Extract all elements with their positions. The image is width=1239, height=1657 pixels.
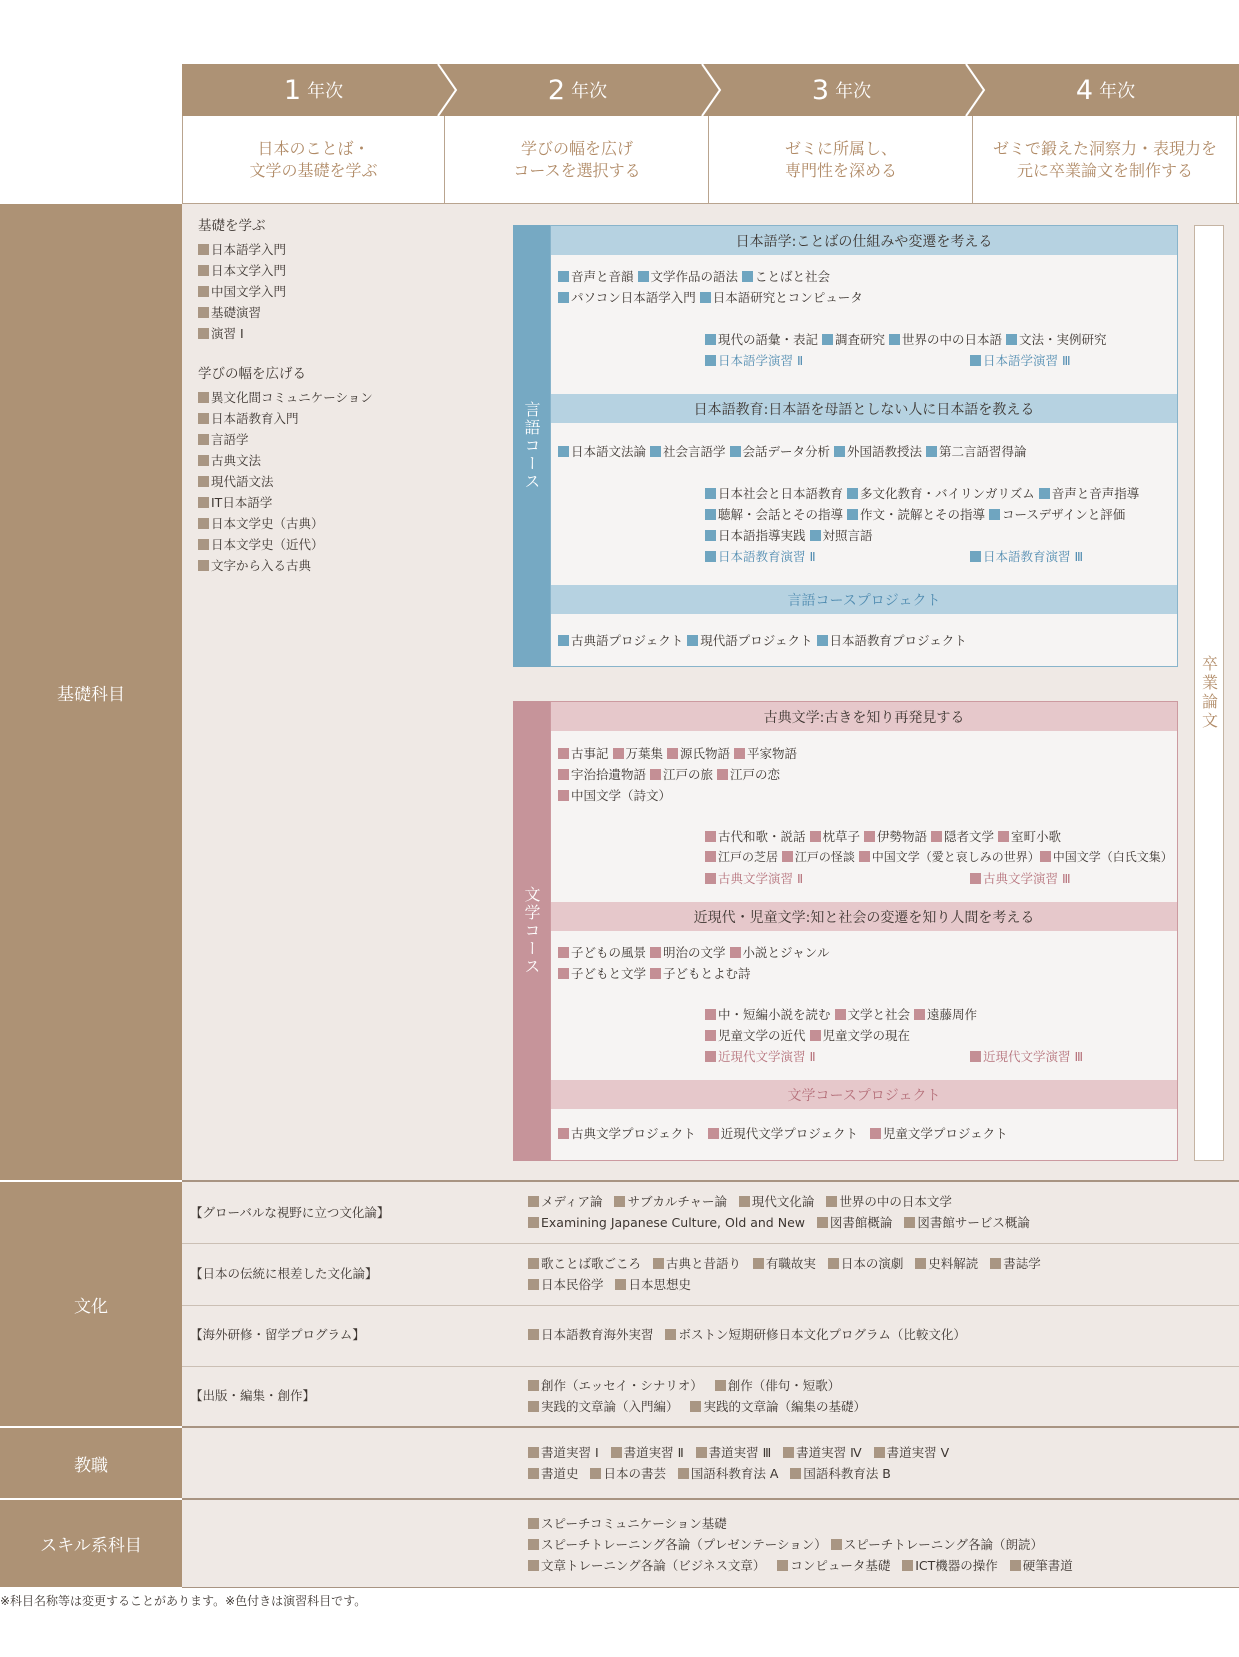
row-divider [182, 1587, 1239, 1588]
subject-line: 歌ことば歌ごころ 古典と昔語り 有職故実 日本の演劇 史料解読 書誌学 [528, 1253, 1041, 1274]
subject-item: 基礎演習 [198, 302, 261, 323]
subject-line: 宇治拾遺物語 江戸の旅 江戸の恋 [558, 764, 780, 785]
subject-item: 日本語学入門 [198, 239, 286, 260]
subject-line: 日本語教育海外実習 ボストン短期研修日本文化プログラム（比較文化） [528, 1324, 966, 1345]
subject-item: 古典文法 [198, 450, 261, 471]
row-divider [182, 1426, 1239, 1428]
category-divider [0, 1180, 182, 1182]
subject-line: 子どもと文学 子どもとよむ詩 [558, 963, 751, 984]
seminar-item: 日本語学演習 Ⅱ [705, 350, 803, 371]
category-culture: 文化 [0, 1181, 182, 1427]
subject-line: 古典文学プロジェクト 近現代文学プロジェクト 児童文学プロジェクト [558, 1123, 1008, 1144]
chevron-arrow-icon [964, 64, 986, 116]
culture-row-label: 【海外研修・留学プログラム】 [190, 1327, 365, 1342]
group-title-basics: 基礎を学ぶ [198, 218, 266, 234]
culture-row-label: 【グローバルな視野に立つ文化論】 [190, 1205, 390, 1220]
subject-line: 日本語指導実践 対照言語 [705, 525, 873, 546]
footnote: ※科目名称等は変更することがあります。※色付きは演習科目です。 [0, 1594, 367, 1608]
subject-item: 文字から入る古典 [198, 555, 311, 576]
subject-line: Examining Japanese Culture, Old and New 図書館概論 図書館サービス概論 [528, 1212, 1030, 1233]
subject-item: 日本文学史（古典） [198, 513, 324, 534]
subject-line: 子どもの風景 明治の文学 小説とジャンル [558, 942, 829, 963]
seminar-item: 古典文学演習 Ⅱ [705, 868, 803, 889]
subject-line: 古代和歌・説話 枕草子 伊勢物語 隠者文学 室町小歌 [705, 826, 1061, 847]
classical-literature-header: 古典文学:古きを知り再発見する [551, 702, 1177, 731]
subject-item: IT日本語学 [198, 492, 272, 513]
year-4-header: 4 年次 [1075, 74, 1136, 106]
year-1-goal: 日本のことば・ 文学の基礎を学ぶ [182, 116, 445, 204]
subject-item: 日本文学史（近代） [198, 534, 324, 555]
subject-line: 古典語プロジェクト 現代語プロジェクト 日本語教育プロジェクト [558, 630, 967, 651]
subject-line: メディア論 サブカルチャー論 現代文化論 世界の中の日本文学 [528, 1191, 952, 1212]
year-3-goal: ゼミに所属し、 専門性を深める [710, 116, 973, 204]
subject-line: 中・短編小説を読む 文学と社会 遠藤周作 [705, 1004, 977, 1025]
subject-line: 書道史 日本の書芸 国語科教育法 A 国語科教育法 B [528, 1463, 891, 1484]
japanese-education-header: 日本語教育:日本語を母語としない人に日本語を教える [551, 394, 1177, 423]
year-4-goal: ゼミで鍛えた洞察力・表現力を 元に卒業論文を制作する [974, 116, 1237, 204]
subject-line: スピーチトレーニング各論（プレゼンテーション） スピーチトレーニング各論（朗読） [528, 1534, 1043, 1555]
graduation-thesis: 卒業論文 [1194, 225, 1224, 1161]
chevron-arrow-icon [700, 64, 722, 116]
chevron-arrow-icon [436, 64, 458, 116]
japanese-linguistics-header: 日本語学:ことばの仕組みや変遷を考える [551, 226, 1177, 255]
subject-line: 現代の語彙・表記 調査研究 世界の中の日本語 文法・実例研究 [705, 329, 1107, 350]
subject-line: 聴解・会話とその指導 作文・読解とその指導 コースデザインと評価 [705, 504, 1125, 525]
seminar-item: 日本語教育演習 Ⅲ [970, 546, 1083, 567]
row-divider [182, 1305, 1239, 1306]
row-divider [182, 1243, 1239, 1244]
row-divider [182, 1498, 1239, 1500]
subject-item: 現代語文法 [198, 471, 274, 492]
subject-item: 日本文学入門 [198, 260, 286, 281]
subject-line: スピーチコミュニケーション基礎 [528, 1513, 727, 1534]
subject-line: 創作（エッセイ・シナリオ） 創作（俳句・短歌） [528, 1375, 840, 1396]
year-2-header: 2 年次 [547, 74, 608, 106]
subject-item: 中国文学入門 [198, 281, 286, 302]
row-divider [182, 1366, 1239, 1367]
culture-row-label: 【出版・編集・創作】 [190, 1388, 316, 1403]
literature-course-label: 文学コース [513, 701, 550, 1161]
culture-row-label: 【日本の伝統に根差した文化論】 [190, 1266, 378, 1281]
subject-item: 日本語教育入門 [198, 408, 299, 429]
language-course-label: 言語コース [513, 225, 550, 667]
row-divider [182, 1180, 1239, 1182]
modern-literature-header: 近現代・児童文学:知と社会の変遷を知り人間を考える [551, 902, 1177, 931]
seminar-item: 日本語教育演習 Ⅱ [705, 546, 816, 567]
subject-line: 中国文学（詩文） [558, 785, 671, 806]
literature-project-header: 文学コースプロジェクト [551, 1080, 1177, 1109]
subject-line: 文章トレーニング各論（ビジネス文章） コンピュータ基礎 ICT機器の操作 硬筆書道 [528, 1555, 1073, 1576]
seminar-item: 古典文学演習 Ⅲ [970, 868, 1071, 889]
subject-item: 異文化間コミュニケーション [198, 387, 373, 408]
category-basic: 基礎科目 [0, 204, 182, 1181]
category-teaching: 教職 [0, 1427, 182, 1499]
subject-item: 演習 Ⅰ [198, 323, 244, 344]
subject-line: 江戸の芝居 江戸の怪談 中国文学（愛と哀しみの世界） 中国文学（白氏文集） [705, 847, 1173, 868]
subject-line: 音声と音韻 文学作品の語法 ことばと社会 [558, 266, 830, 287]
year-1-header: 1 年次 [283, 74, 344, 106]
subject-line: 児童文学の近代 児童文学の現在 [705, 1025, 910, 1046]
category-divider [0, 1498, 182, 1500]
seminar-item: 近現代文学演習 Ⅲ [970, 1046, 1083, 1067]
category-skill: スキル系科目 [0, 1499, 182, 1587]
subject-line: 日本社会と日本語教育 多文化教育・バイリンガリズム 音声と音声指導 [705, 483, 1139, 504]
seminar-item: 日本語学演習 Ⅲ [970, 350, 1071, 371]
seminar-item: 近現代文学演習 Ⅱ [705, 1046, 816, 1067]
language-project-header: 言語コースプロジェクト [551, 585, 1177, 614]
year-2-goal: 学びの幅を広げ コースを選択する [446, 116, 709, 204]
year-3-header: 3 年次 [811, 74, 872, 106]
subject-line: 日本語文法論 社会言語学 会話データ分析 外国語教授法 第二言語習得論 [558, 441, 1027, 462]
group-title-broaden: 学びの幅を広げる [198, 366, 306, 382]
category-divider [0, 1426, 182, 1428]
subject-line: 古事記 万葉集 源氏物語 平家物語 [558, 743, 797, 764]
subject-line: 日本民俗学 日本思想史 [528, 1274, 691, 1295]
subject-line: 書道実習 Ⅰ 書道実習 Ⅱ 書道実習 Ⅲ 書道実習 Ⅳ 書道実習 Ⅴ [528, 1442, 949, 1463]
subject-item: 言語学 [198, 429, 249, 450]
subject-line: 実践的文章論（入門編） 実践的文章論（編集の基礎） [528, 1396, 866, 1417]
subject-line: パソコン日本語学入門 日本語研究とコンピュータ [558, 287, 863, 308]
